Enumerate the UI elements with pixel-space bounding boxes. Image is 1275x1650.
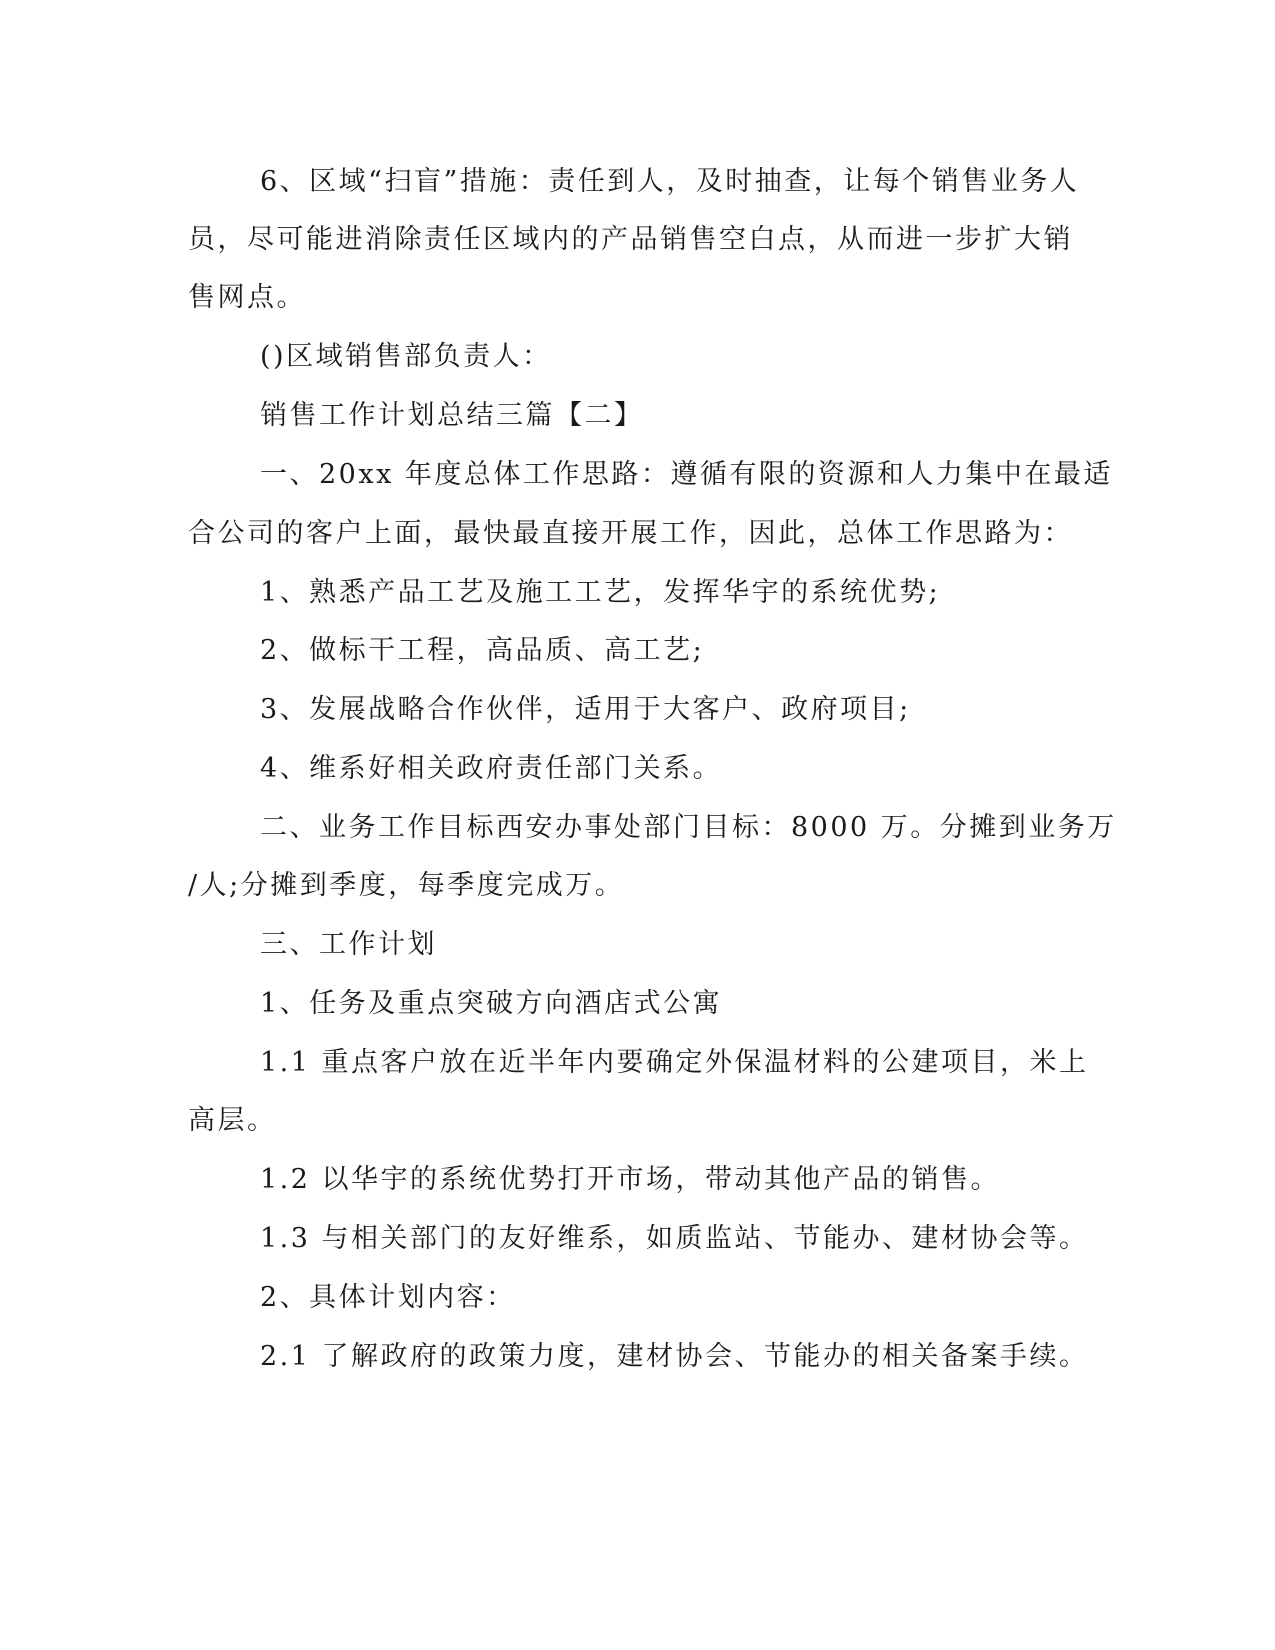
paragraph-line: 员，尽可能进消除责任区域内的产品销售空白点，从而进一步扩大销 — [188, 224, 1073, 255]
list-item: 3、发展战略合作伙伴，适用于大客户、政府项目; — [260, 694, 911, 725]
list-item: 4、维系好相关政府责任部门关系。 — [260, 753, 723, 784]
paragraph-line: 合公司的客户上面，最快最直接开展工作，因此，总体工作思路为： — [188, 518, 1073, 549]
list-item: 1.3 与相关部门的友好维系，如质监站、节能办、建材协会等。 — [260, 1223, 1089, 1254]
paragraph-line: 6、区域“扫盲”措施：责任到人，及时抽查，让每个销售业务人 — [260, 166, 1080, 197]
list-item: 2、具体计划内容： — [260, 1282, 516, 1313]
paragraph-line: 售网点。 — [188, 282, 306, 313]
paragraph-line: 高层。 — [188, 1105, 277, 1136]
list-item: 1.1 重点客户放在近半年内要确定外保温材料的公建项目，米上 — [260, 1047, 1089, 1078]
paragraph-line: ()区域销售部负责人： — [260, 341, 552, 372]
section-heading: 三、工作计划 — [260, 929, 437, 960]
paragraph-line: /人;分摊到季度，每季度完成万。 — [188, 870, 625, 901]
paragraph-line: 二、业务工作目标西安办事处部门目标：8000 万。分摊到业务万 — [260, 812, 1117, 843]
paragraph-line: 一、20xx 年度总体工作思路：遵循有限的资源和人力集中在最适 — [260, 459, 1113, 490]
list-item: 1、熟悉产品工艺及施工工艺，发挥华宇的系统优势; — [260, 577, 941, 608]
list-item: 2、做标干工程，高品质、高工艺; — [260, 635, 705, 666]
list-item: 1.2 以华宇的系统优势打开市场，带动其他产品的销售。 — [260, 1164, 1001, 1195]
list-item: 2.1 了解政府的政策力度，建材协会、节能办的相关备案手续。 — [260, 1341, 1089, 1372]
section-heading: 销售工作计划总结三篇【二】 — [260, 400, 644, 431]
list-item: 1、任务及重点突破方向酒店式公寓 — [260, 988, 723, 1019]
